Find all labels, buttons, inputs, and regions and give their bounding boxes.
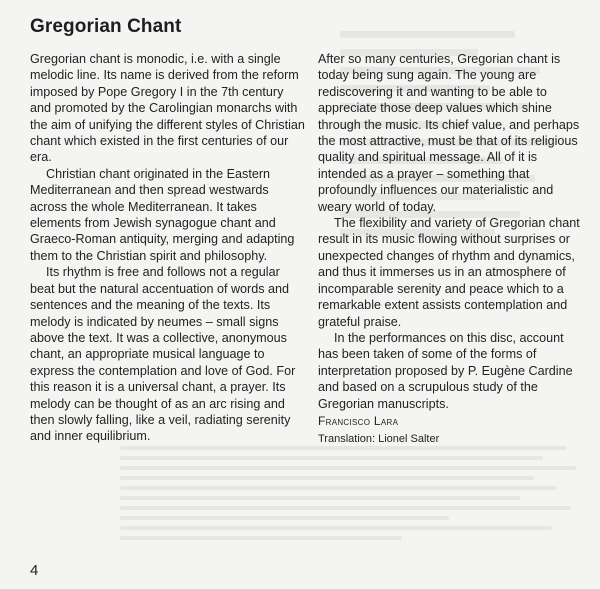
show-through-credits xyxy=(120,440,590,546)
paragraph: Its rhythm is free and follows not a regular beat but the natural accentuation of words and sentences and the meaning of the texts. Its melody is indicated by neumes – small signs above the text. It was a collective, anonymous chant, an appropriate musical language to express the contemplation and love of God. For this reason it is a universal chant, a prayer. Its melody can be thought of as an arc rising and then slowly falling, like a veil, radiating serenity and inner equilibrium. xyxy=(30,265,296,444)
page-number: 4 xyxy=(30,562,39,579)
author-signature: Francisco Lara xyxy=(318,413,399,428)
right-column xyxy=(318,51,580,448)
paragraph: The flexibility and variety of Gregorian chant result in its music flowing without surprises or unexpected changes of rhythm and dynamics, and thus it immerses us in an atmosphere of incomparable serenity and peace which to a remarkable extent assists contemplation and grateful praise. xyxy=(318,216,580,329)
translation-credit: Translation: Lionel Salter xyxy=(318,433,440,446)
paragraph: Christian chant originated in the Eastern Mediterranean and then spread westwards across the whole Mediterranean. It takes elements from Jewish synagogue chant and Graeco-Roman antiquity, merging and adapting them to the Christian spirit and philosophy. xyxy=(30,166,295,263)
paragraph: In the performances on this disc, account has been taken of some of the forms of interpretation proposed by P. Eugène Cardine and based on a scrupulous study of the Gregorian manuscripts. xyxy=(318,330,573,411)
left-column xyxy=(30,51,306,445)
paragraph: After so many centuries, Gregorian chant is today being sung again. The young are rediscovering it and wanting to be able to appreciate those deep values which shine through the music. Its chief value, and perhaps the most attractive, must be that of its religious quality and spiritual message. All of it is intended as a prayer – something that profoundly influences our materialistic and weary world of today. xyxy=(318,52,580,214)
page-title: Gregorian Chant xyxy=(30,16,182,37)
paragraph: Gregorian chant is monodic, i.e. with a single melodic line. Its name is derived from the reform imposed by Pope Gregory I in the 7th century and promoted by the Carolingian monarchs with the aim of unifying the different styles of Christian chant which existed in the first centuries of our era. xyxy=(30,52,305,165)
